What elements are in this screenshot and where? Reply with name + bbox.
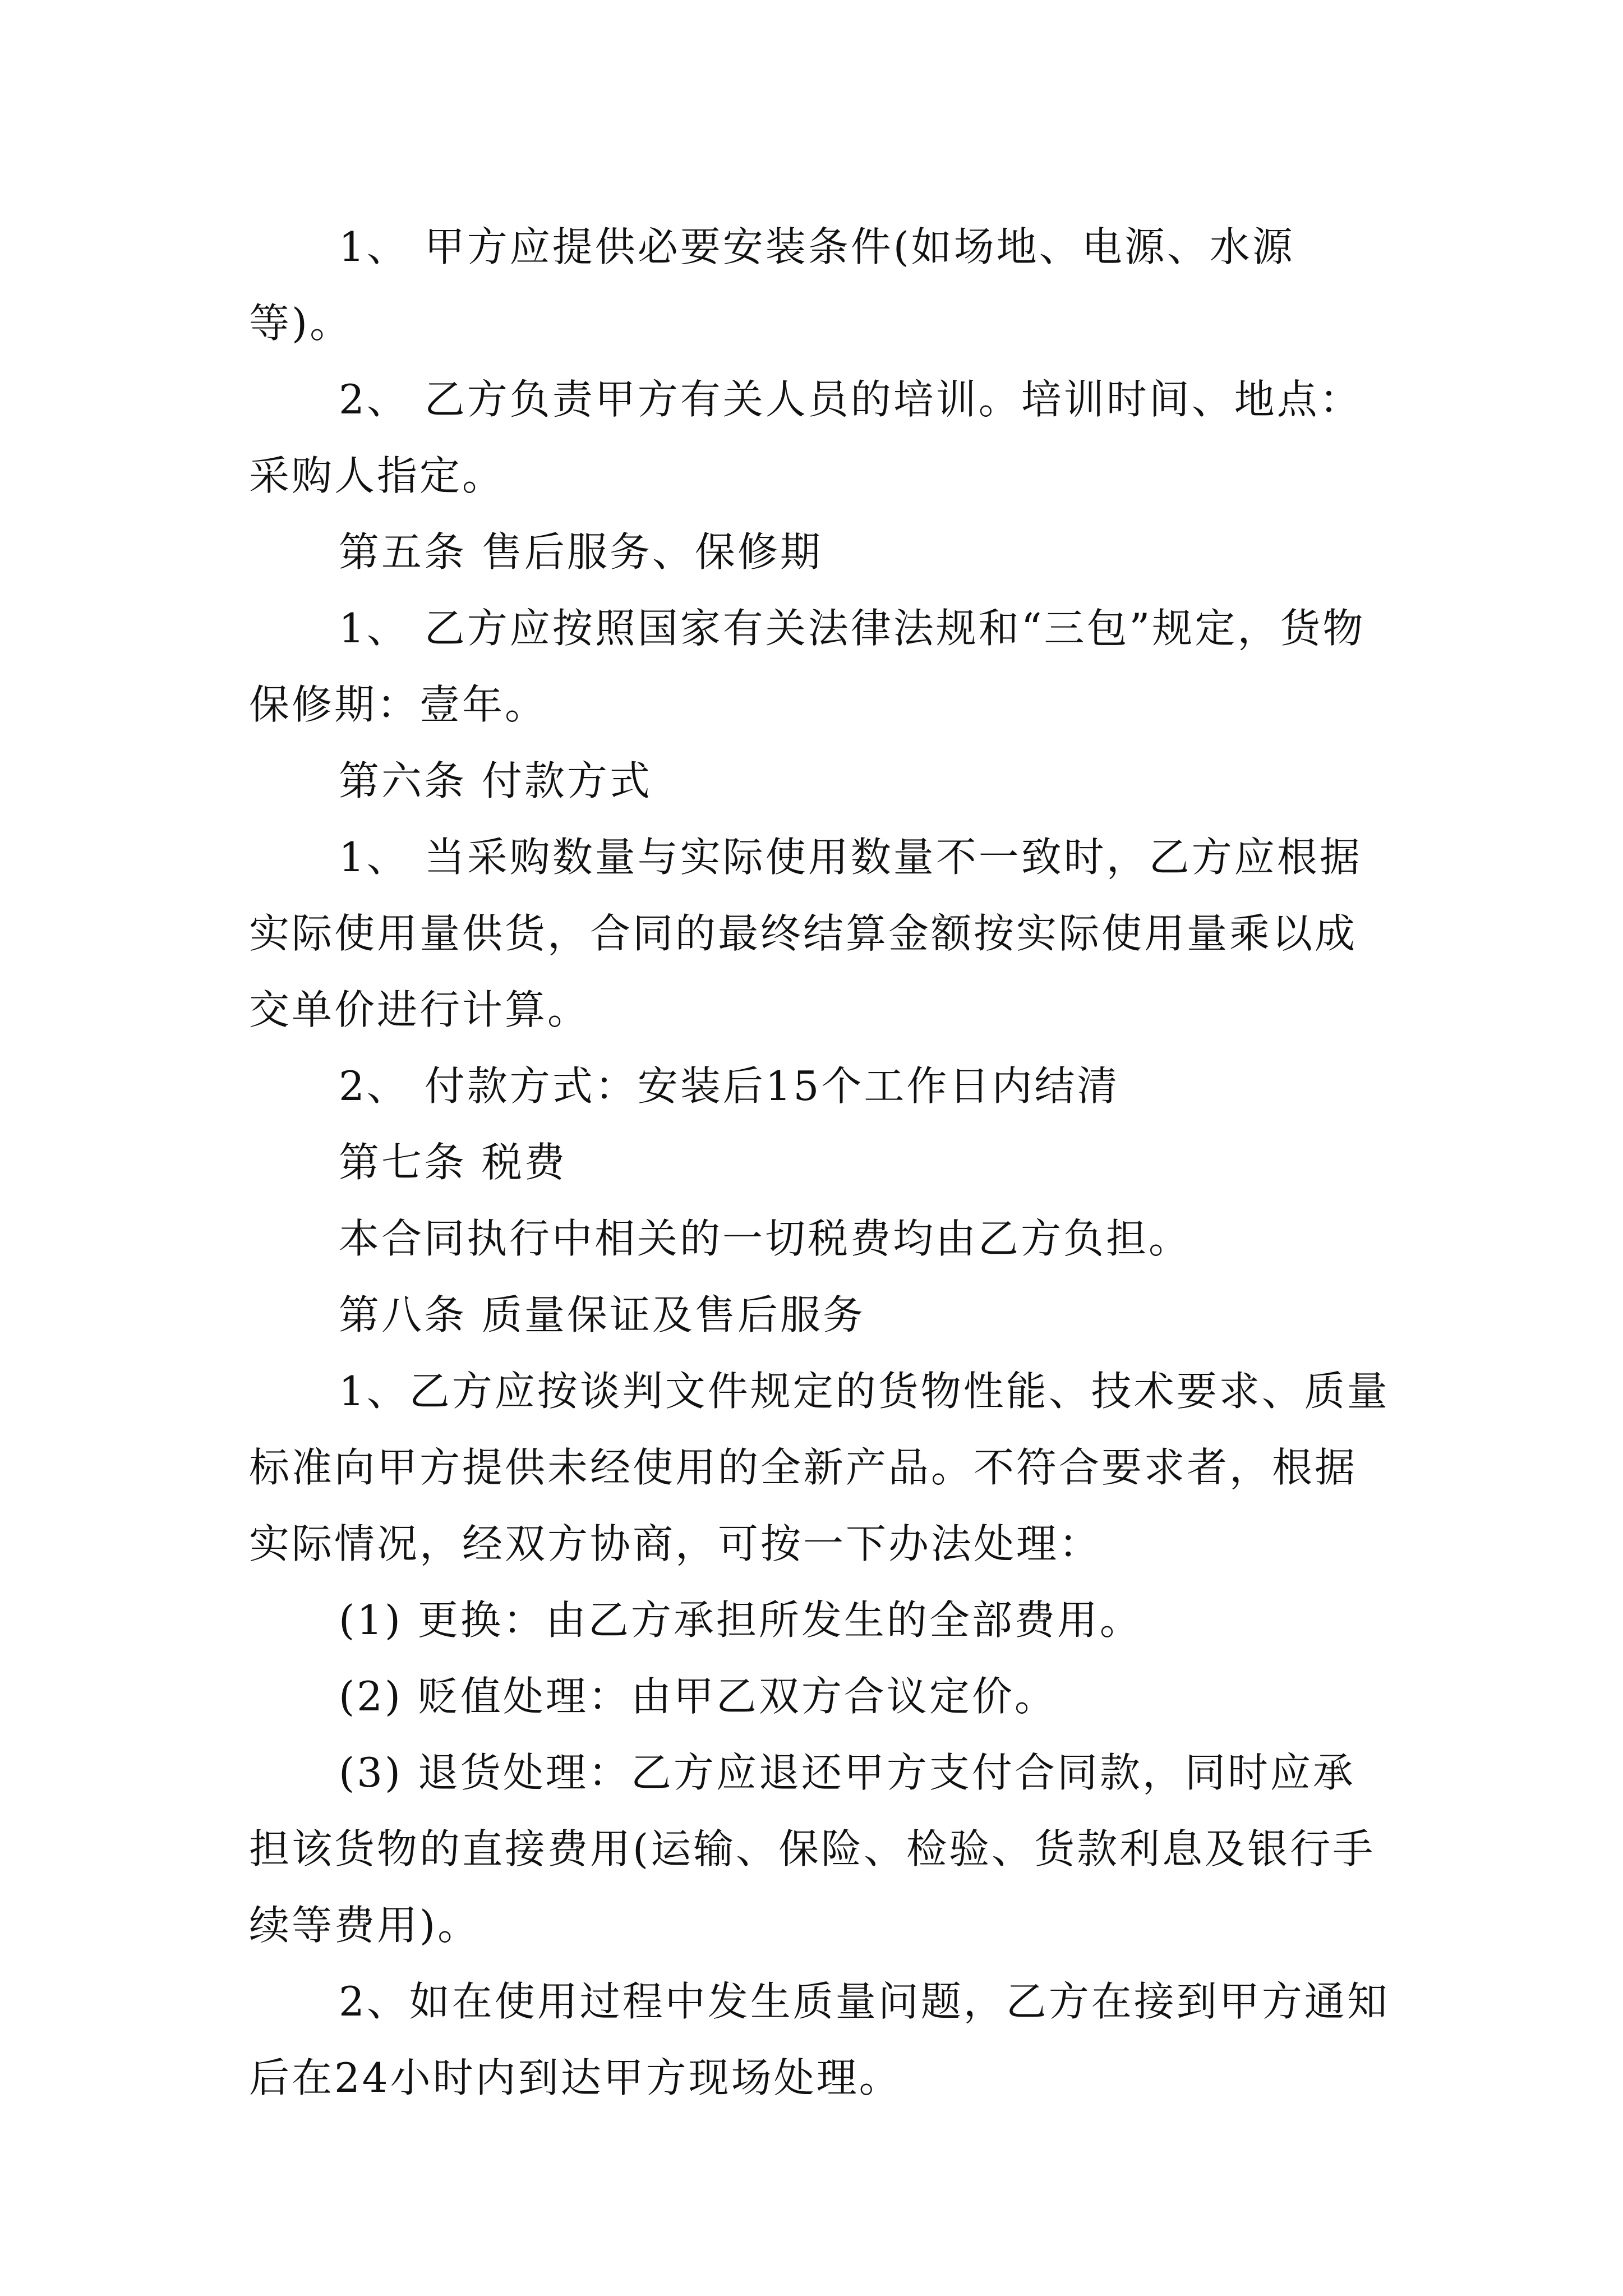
paragraph-return: (3) 退货处理：乙方应退还甲方支付合同款，同时应承担该货物的直接费用(运输、保险、检验、货款利息及银行手续等费用)。 <box>249 1749 1376 1949</box>
paragraph-taxes: 本合同执行中相关的一切税费均由乙方负担。 <box>339 1215 1192 1262</box>
section-heading-7: 第七条 税费 <box>339 1139 567 1186</box>
paragraph-settlement: 1、 当采购数量与实际使用数量不一致时，乙方应根据实际使用量供货，合同的最终结算金额按实际使用量乘以成交单价进行计算。 <box>249 834 1362 1033</box>
section-heading-5: 第五条 售后服务、保修期 <box>339 528 823 576</box>
paragraph-depreciation: (2) 贬值处理：由甲乙双方合议定价。 <box>339 1673 1057 1720</box>
paragraph-replacement: (1) 更换：由乙方承担所发生的全部费用。 <box>339 1596 1142 1644</box>
section-heading-8: 第八条 质量保证及售后服务 <box>339 1291 865 1338</box>
paragraph-training: 2、 乙方负责甲方有关人员的培训。培训时间、地点：采购人指定。 <box>249 376 1362 499</box>
document-body <box>249 209 1393 2116</box>
paragraph-installation-conditions: 1、 甲方应提供必要安装条件(如场地、电源、水源等)。 <box>249 223 1295 347</box>
paragraph-warranty: 1、 乙方应按照国家有关法律法规和“三包”规定，货物保修期：壹年。 <box>249 605 1366 728</box>
paragraph-payment-method: 2、 付款方式：安装后15个工作日内结清 <box>339 1062 1120 1110</box>
section-heading-6: 第六条 付款方式 <box>339 757 652 804</box>
paragraph-quality-standard: 1、乙方应按谈判文件规定的货物性能、技术要求、质量标准向甲方提供未经使用的全新产品。不符合要求者，根据实际情况，经双方协商，可按一下办法处理： <box>249 1368 1390 1567</box>
paragraph-response-time: 2、如在使用过程中发生质量问题，乙方在接到甲方通知后在24小时内到达甲方现场处理。 <box>249 1978 1390 2101</box>
